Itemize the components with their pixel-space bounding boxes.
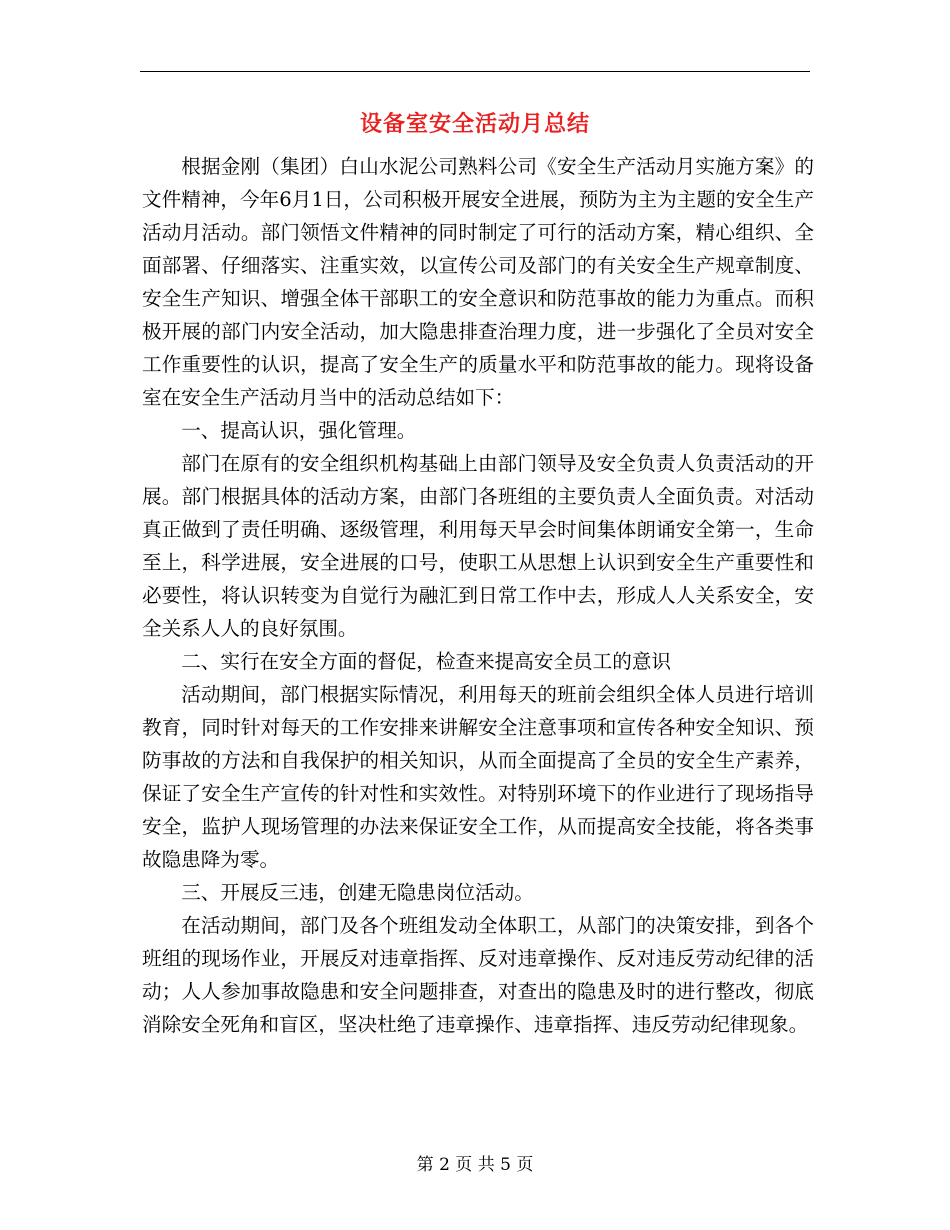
- paragraph-intro: 根据金刚（集团）白山水泥公司熟料公司《安全生产活动月实施方案》的文件精神，今年6月1日，公司积极开展安全进展，预防为主为主题的安全生产活动月活动。部门领悟文件精神的同时制定了可行的活动方案，精心组织、全面部署、仔细落实、注重实效，以宣传公司及部门的有关安全生产规章制度、安全生产知识、增强全体干部职工的安全意识和防范事故的能力为重点。而积极开展的部门内安全活动，加大隐患排查治理力度，进一步强化了全员对安全工作重要性的认识，提高了安全生产的质量水平和防范事故的能力。现将设备室在安全生产活动月当中的活动总结如下：: [142, 155, 814, 409]
- page-footer: 第 2 页 共 5 页: [416, 1155, 534, 1175]
- document-body: [142, 150, 814, 1041]
- paragraph-section-3: 在活动期间，部门及各个班组发动全体职工，从部门的决策安排，到各个班组的现场作业，开展反对违章指挥、反对违章操作、反对违反劳动纪律的活动；人人参加事故隐患和安全问题排查，对查出的隐患及时的进行整改，彻底消除安全死角和盲区，坚决杜绝了违章操作、违章指挥、违反劳动纪律现象。: [142, 914, 814, 1036]
- header-rule: [140, 71, 810, 72]
- section-heading-2: 二、实行在安全方面的督促，检查来提高安全员工的意识: [181, 650, 672, 673]
- section-heading-1: 一、提高认识，强化管理。: [181, 419, 417, 442]
- paragraph-section-2: 活动期间，部门根据实际情况，利用每天的班前会组织全体人员进行培训教育，同时针对每天的工作安排来讲解安全注意事项和宣传各种安全知识、预防事故的方法和自我保护的相关知识，从而全面提高了全员的安全生产素养，保证了安全生产宣传的针对性和实效性。对特别环境下的作业进行了现场指导安全，监护人现场管理的办法来保证安全工作，从而提高安全技能，将各类事故隐患降为零。: [142, 683, 814, 871]
- section-heading-3: 三、开展反三违，创建无隐患岗位活动。: [181, 881, 534, 904]
- paragraph-section-1: 部门在原有的安全组织机构基础上由部门领导及安全负责人负责活动的开展。部门根据具体的活动方案，由部门各班组的主要负责人全面负责。对活动真正做到了责任明确、逐级管理，利用每天早会时间集体朗诵安全第一，生命至上，科学进展，安全进展的口号，使职工从思想上认识到安全生产重要性和必要性，将认识转变为自觉行为融汇到日常工作中去，形成人人关系安全，安全关系人人的良好氛围。: [142, 452, 814, 640]
- document-title: 设备室安全活动月总结: [359, 112, 590, 137]
